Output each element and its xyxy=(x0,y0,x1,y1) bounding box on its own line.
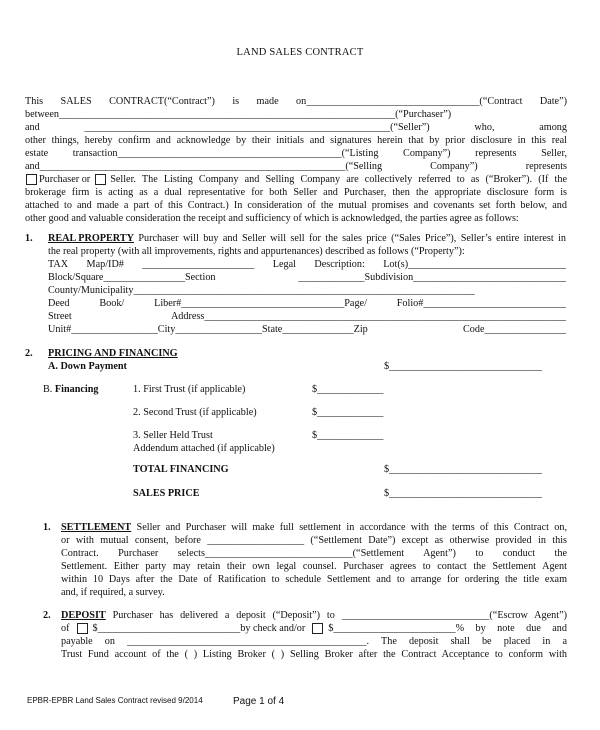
seller-held-trust-label: 3. Seller Held Trust xyxy=(133,430,213,441)
financing-prefix: B. xyxy=(43,384,55,395)
settlement-number: 1. xyxy=(43,522,51,533)
deposit-check-amount[interactable]: $____________________________by check and/or xyxy=(92,623,306,634)
purchaser-checkbox[interactable] xyxy=(26,174,37,185)
section-1-line-2: the real property (with all improvements, rights and appurtenances) described as follows (“Property”): xyxy=(48,246,465,257)
settlement-line-3: Contract. Purchaser selects_____________________________(“Settlement Agent”) to conduct the xyxy=(61,548,567,559)
intro-line-10: other good and valuable consideration the receipt and sufficiency of which is acknowledged, the parties agree as follows: xyxy=(25,213,519,224)
sales-price-label: SALES PRICE xyxy=(133,488,200,499)
intro-line-9: attached to and made a part of this Contract.) In consideration of the mutual promises and covenants set forth below, and xyxy=(25,200,567,211)
settlement-line-5: within 10 Days after the Date of Ratification to schedule Settlement and to arrange for ordering the title exam xyxy=(61,574,567,585)
settlement-line-1 xyxy=(61,521,567,534)
deposit-note-checkbox[interactable] xyxy=(312,623,323,634)
deposit-line-4: Trust Fund account of the ( ) Listing Broker ( ) Selling Broker after the Contract Acceptance to conform with xyxy=(61,649,567,660)
intro-line-4: other things, hereby confirm and acknowledge by their initials and signatures herein that by prior disclosure in this real xyxy=(25,135,567,146)
intro-line-2: between__________________________________________________________________(“Purchaser”) xyxy=(25,109,452,120)
settlement-line-4: Settlement. Either party may retain their own legal counsel. Purchaser agrees to contact the Settlement Agent xyxy=(61,561,567,572)
financing-word: Financing xyxy=(54,384,99,395)
deposit-number: 2. xyxy=(43,610,51,621)
footer-page-number: Page 1 of 4 xyxy=(233,696,285,707)
section-2-number: 2. xyxy=(25,348,33,359)
real-property-text: Purchaser will buy and Seller will sell for the sales price (“Sales Price”), Seller’s entire interest in xyxy=(133,233,566,244)
seller-checkbox[interactable] xyxy=(95,174,106,185)
deed-book-field[interactable]: Deed Book/ Liber#________________________________Page/ Folio#____________________________ xyxy=(48,298,566,309)
purchaser-or-label: Purchaser or xyxy=(39,174,91,185)
section-1-number: 1. xyxy=(25,233,33,244)
block-section-field[interactable]: Block/Square________________Section _____________Subdivision______________________________ xyxy=(48,272,566,283)
county-field[interactable]: County/Municipality___________________________________________________________________ xyxy=(48,285,475,296)
intro-line-7 xyxy=(25,173,567,186)
street-address-field[interactable]: Street Address_______________________________________________________________________ xyxy=(48,311,566,322)
unit-city-field[interactable]: Unit#_________________City_________________State______________Zip Code________________ xyxy=(48,324,566,335)
down-payment-amount[interactable]: $______________________________ xyxy=(384,361,542,372)
first-trust-label: 1. First Trust (if applicable) xyxy=(133,384,246,395)
settlement-heading: SETTLEMENT xyxy=(61,522,132,533)
second-trust-label: 2. Second Trust (if applicable) xyxy=(133,407,257,418)
intro-line-5: estate transaction____________________________________________(“Listing Company”) represents Seller, xyxy=(25,148,567,159)
deposit-text: Purchaser has delivered a deposit (“Deposit”) to _____________________________(“Escrow Agent”) xyxy=(105,610,567,621)
footer-revision: EPBR-EPBR Land Sales Contract revised 9/2014 xyxy=(27,696,203,705)
intro-line-8: brokerage firm is acting as a dual representative for both Seller and Purchaser, then the appropriate disclosure form is xyxy=(25,187,567,198)
down-payment-label: A. Down Payment xyxy=(48,361,127,372)
broker-definition-text: Seller. The Listing Company and Selling Company are collectively referred to as (“Broker”). (If the xyxy=(110,174,567,185)
seller-held-trust-amount[interactable]: $_____________ xyxy=(312,430,384,441)
pricing-heading: PRICING AND FINANCING xyxy=(48,348,178,359)
deposit-heading: DEPOSIT xyxy=(61,610,106,621)
settlement-line-2: or with mutual consent, before ___________________ (“Settlement Date”) except as otherwise provided in this xyxy=(61,535,567,546)
second-trust-amount[interactable]: $_____________ xyxy=(312,407,384,418)
addendum-label: Addendum attached (if applicable) xyxy=(133,443,275,454)
settlement-line-6: and, if required, a survey. xyxy=(61,587,165,598)
total-financing-amount[interactable]: $______________________________ xyxy=(384,464,542,475)
settlement-text: Seller and Purchaser will make full settlement in accordance with the terms of this Contract on, xyxy=(131,522,567,533)
intro-line-3: and ____________________________________________________________(“Seller”) who, among xyxy=(25,122,567,133)
document-title: LAND SALES CONTRACT xyxy=(236,47,364,58)
deposit-of-label: of xyxy=(61,623,70,634)
intro-line-1: This SALES CONTRACT(“Contract”) is made on__________________________________(“Contract Date”) xyxy=(25,96,567,107)
deposit-note-amount[interactable]: $________________________% by note due and xyxy=(328,623,567,634)
intro-line-6: and____________________________________________________________(“Selling Company”) represents xyxy=(25,161,567,172)
tax-map-field[interactable]: TAX Map/ID# ______________________ Legal Description: Lot(s)_______________________________ xyxy=(48,259,566,270)
deposit-check-checkbox[interactable] xyxy=(77,623,88,634)
deposit-line-2 xyxy=(61,622,567,635)
financing-label xyxy=(43,383,98,396)
deposit-line-3: payable on _______________________________________________. The deposit shall be placed in a xyxy=(61,636,567,647)
deposit-line-1 xyxy=(61,609,567,622)
sales-price-amount[interactable]: $______________________________ xyxy=(384,488,542,499)
section-1-line-1 xyxy=(48,232,566,245)
real-property-heading: REAL PROPERTY xyxy=(48,233,134,244)
first-trust-amount[interactable]: $_____________ xyxy=(312,384,384,395)
total-financing-label: TOTAL FINANCING xyxy=(133,464,229,475)
